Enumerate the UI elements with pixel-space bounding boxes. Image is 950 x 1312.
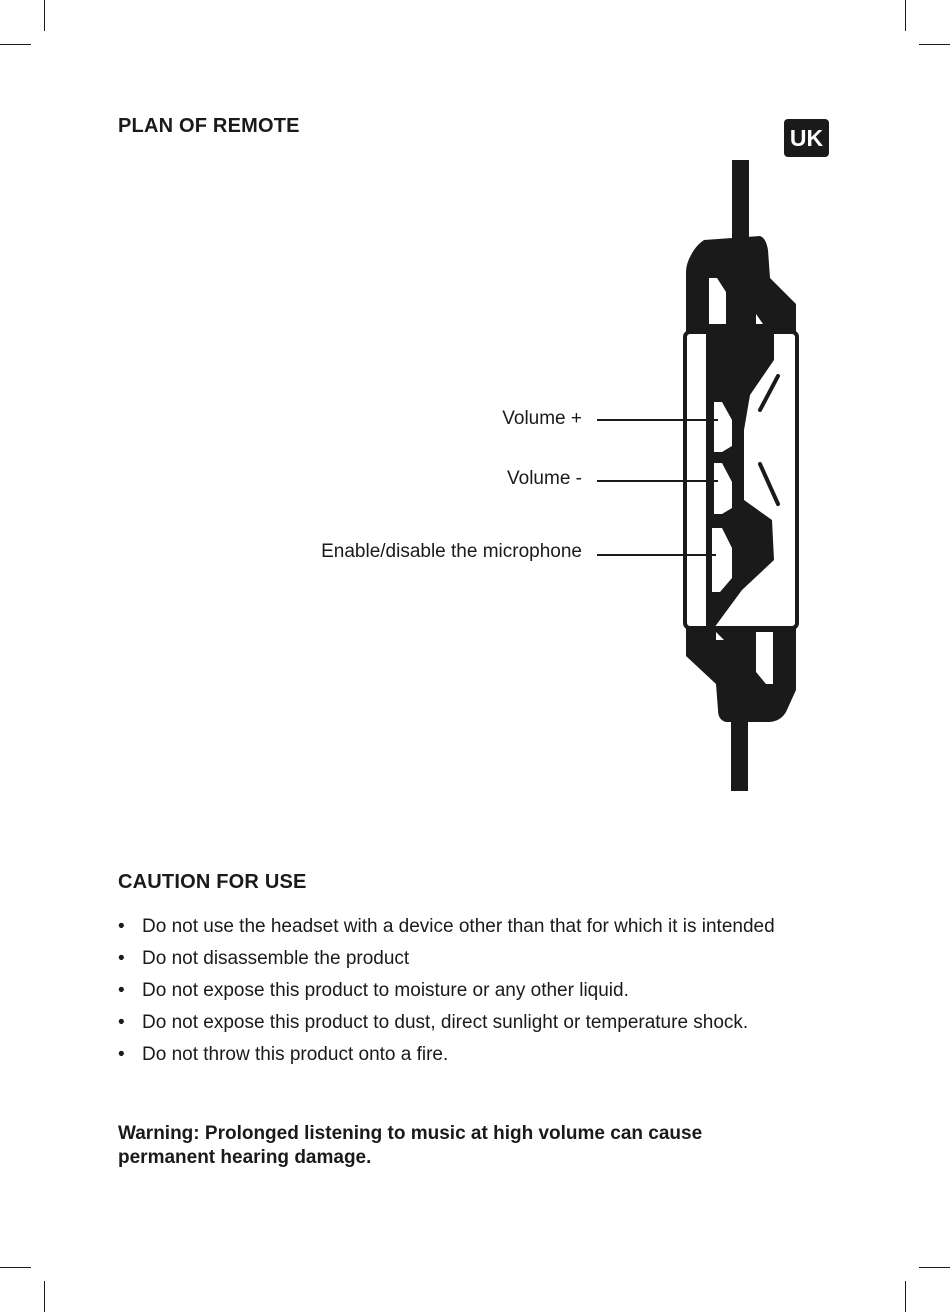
caution-list — [118, 914, 818, 1074]
remote-top-cap — [686, 236, 796, 340]
list-item: • Do not disassemble the product — [118, 946, 818, 971]
crop-mark — [919, 1267, 950, 1268]
list-item: • Do not use the headset with a device other than that for which it is intended — [118, 914, 818, 939]
hearing-warning: Warning: Prolonged listening to music at high volume can cause permanent hearing damage. — [118, 1123, 703, 1168]
volume-up-label: Volume + — [502, 408, 582, 429]
cable-bottom — [731, 715, 748, 791]
crop-mark — [0, 1267, 31, 1268]
volume-down-label: Volume - — [507, 468, 582, 489]
list-item: • Do not throw this product onto a fire. — [118, 1042, 818, 1067]
plan-title: PLAN OF REMOTE — [118, 115, 300, 137]
microphone-label: Enable/disable the microphone — [321, 541, 582, 562]
list-item: • Do not expose this product to moisture or any other liquid. — [118, 978, 818, 1003]
crop-mark — [905, 1281, 906, 1312]
caution-title: CAUTION FOR USE — [118, 871, 307, 893]
list-item: • Do not expose this product to dust, direct sunlight or temperature shock. — [118, 1010, 818, 1035]
language-badge: UK — [784, 119, 829, 157]
remote-bottom-cap — [686, 626, 796, 722]
crop-mark — [44, 1281, 45, 1312]
